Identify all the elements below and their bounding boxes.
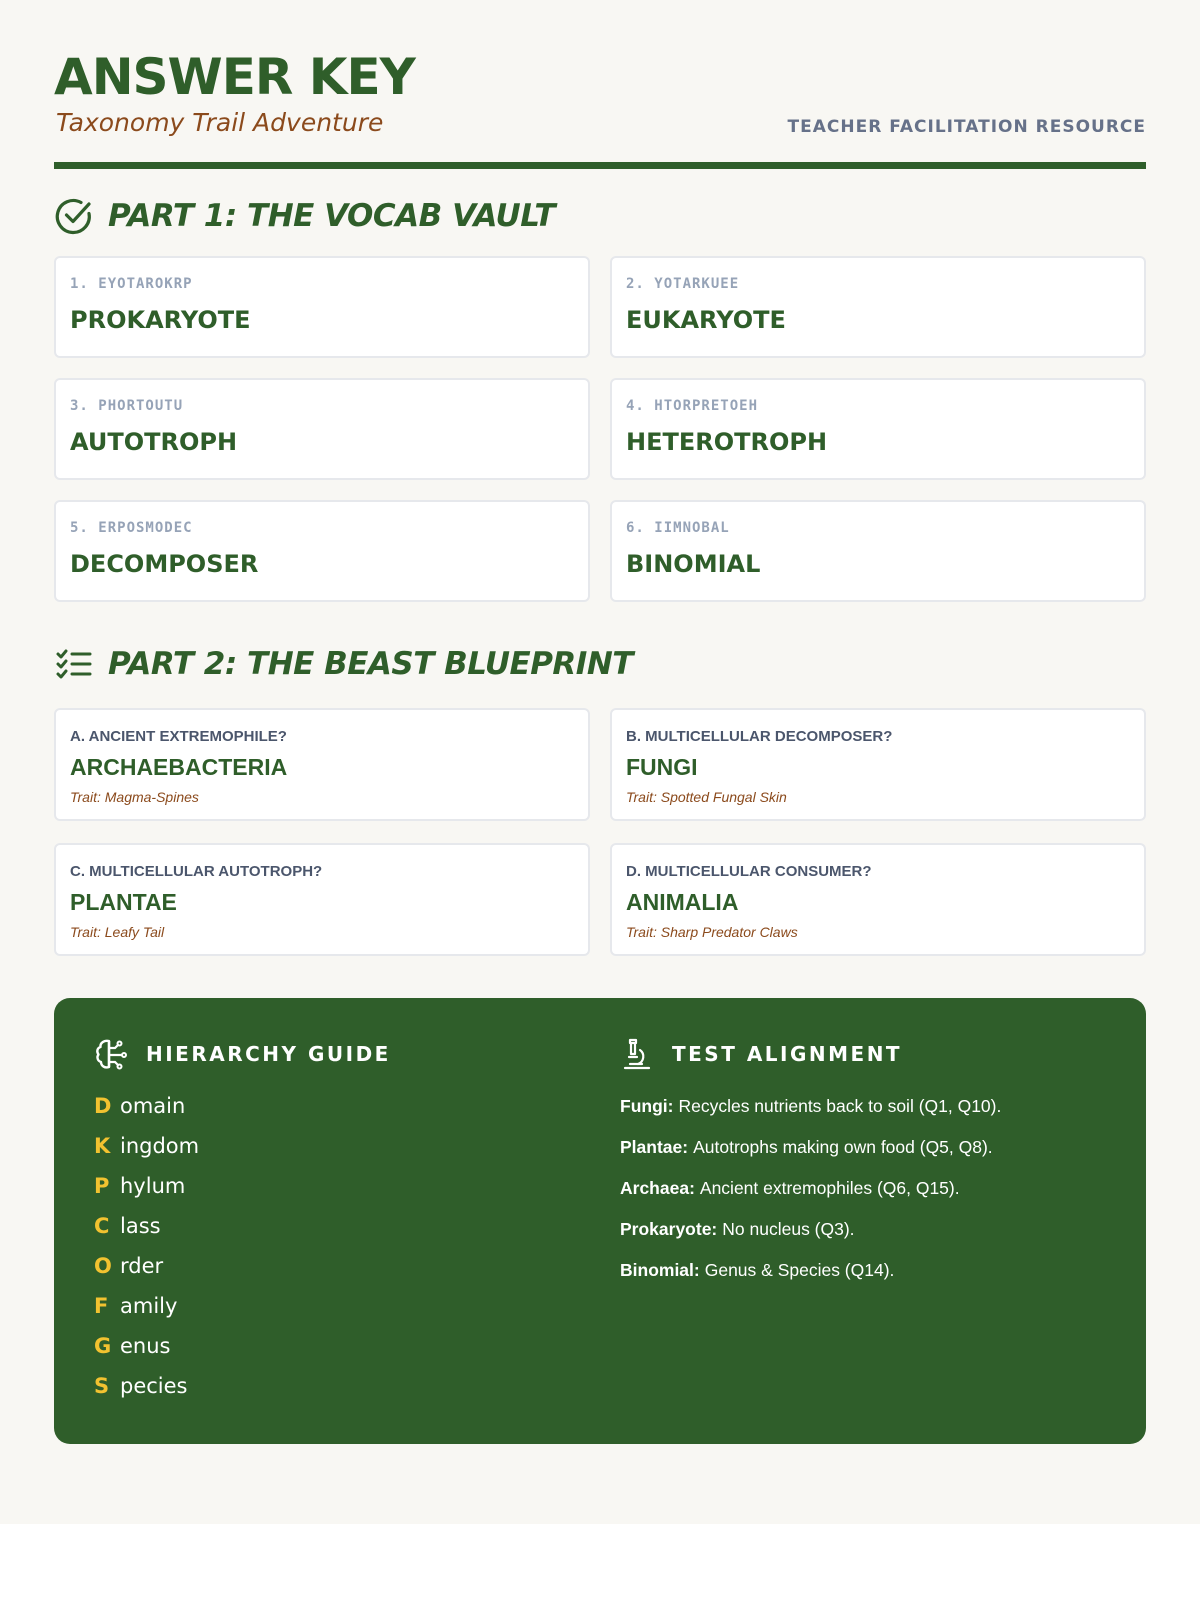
part1-header: [54, 194, 1146, 238]
alignment-title: TEST ALIGNMENT: [672, 1042, 903, 1066]
list-item: [94, 1086, 574, 1126]
beast-trait: Trait: Magma-Spines: [70, 789, 199, 805]
vocab-answer: DECOMPOSER: [70, 550, 259, 578]
vocab-scramble: 5. ERPOSMODEC: [70, 520, 193, 536]
hierarchy-rest: lass: [120, 1214, 161, 1238]
hierarchy-rest: amily: [120, 1294, 178, 1318]
vocab-answer: AUTOTROPH: [70, 428, 238, 456]
beast-answer: ARCHAEBACTERIA: [70, 754, 288, 780]
list-item: [94, 1126, 574, 1166]
beast-trait: Trait: Sharp Predator Claws: [626, 924, 798, 940]
vocab-answer: HETEROTROPH: [626, 428, 828, 456]
list-item: [620, 1209, 1120, 1250]
alignment-key: Plantae:: [620, 1137, 689, 1157]
hierarchy-letter: P: [94, 1174, 110, 1198]
alignment-key: Binomial:: [620, 1260, 700, 1280]
list-item: [94, 1246, 574, 1286]
list-item: [620, 1127, 1120, 1168]
alignment-key: Fungi:: [620, 1096, 674, 1116]
beast-question: C. MULTICELLULAR AUTOTROPH?: [70, 863, 323, 880]
part2-header: [54, 642, 1146, 686]
beast-question: B. MULTICELLULAR DECOMPOSER?: [626, 728, 893, 745]
hierarchy-title: HIERARCHY GUIDE: [146, 1042, 391, 1066]
alignment-header: [620, 1036, 1120, 1072]
vocab-card: [54, 500, 590, 602]
beast-answer: FUNGI: [626, 754, 698, 780]
hierarchy-letter: G: [94, 1334, 112, 1358]
test-alignment: [620, 1036, 1120, 1291]
beast-answer: ANIMALIA: [626, 889, 739, 915]
part1-title: PART 1: THE VOCAB VAULT: [108, 198, 555, 234]
alignment-text: Recycles nutrients back to soil (Q1, Q10).: [678, 1096, 1002, 1116]
beast-card: [54, 843, 590, 956]
hierarchy-letter: O: [94, 1254, 112, 1278]
vocab-card: [610, 256, 1146, 358]
alignment-text: Autotrophs making own food (Q5, Q8).: [693, 1137, 993, 1157]
hierarchy-letter: C: [94, 1214, 110, 1238]
alignment-key: Prokaryote:: [620, 1219, 718, 1239]
header: [54, 50, 1146, 169]
beast-grid: [54, 708, 1146, 956]
vocab-card: [610, 378, 1146, 480]
beast-answer: PLANTAE: [70, 889, 177, 915]
list-item: [94, 1366, 574, 1406]
beast-card: [610, 843, 1146, 956]
vocab-answer: BINOMIAL: [626, 550, 761, 578]
hierarchy-letter: S: [94, 1374, 110, 1398]
alignment-key: Archaea:: [620, 1178, 695, 1198]
alignment-text: Ancient extremophiles (Q6, Q15).: [699, 1178, 960, 1198]
reference-panel: [54, 998, 1146, 1444]
vocab-card: [54, 256, 590, 358]
vocab-scramble: 6. IIMNOBAL: [626, 520, 730, 536]
list-item: [94, 1206, 574, 1246]
microscope-icon: [620, 1037, 654, 1071]
page-title: ANSWER KEY: [54, 48, 415, 106]
hierarchy-letter: F: [94, 1294, 109, 1318]
hierarchy-list: [94, 1086, 574, 1406]
hierarchy-letter: K: [94, 1134, 111, 1158]
vocab-answer: EUKARYOTE: [626, 306, 786, 334]
hierarchy-letter: D: [94, 1094, 112, 1118]
hierarchy-header: [94, 1036, 574, 1072]
beast-card: [54, 708, 590, 821]
vocab-scramble: 2. YOTARKUEE: [626, 276, 740, 292]
alignment-list: [620, 1086, 1120, 1291]
vocab-card: [610, 500, 1146, 602]
beast-trait: Trait: Spotted Fungal Skin: [626, 789, 787, 805]
alignment-text: Genus & Species (Q14).: [704, 1260, 895, 1280]
vocab-scramble: 3. PHORTOUTU: [70, 398, 184, 414]
vocab-scramble: 1. EYOTAROKRP: [70, 276, 193, 292]
beast-question: D. MULTICELLULAR CONSUMER?: [626, 863, 872, 880]
vocab-card: [54, 378, 590, 480]
beast-trait: Trait: Leafy Tail: [70, 924, 165, 940]
list-item: [620, 1086, 1120, 1127]
hierarchy-rest: omain: [120, 1094, 186, 1118]
beast-card: [610, 708, 1146, 821]
beast-question: A. ANCIENT EXTREMOPHILE?: [70, 728, 287, 745]
hierarchy-rest: rder: [120, 1254, 164, 1278]
part2-title: PART 2: THE BEAST BLUEPRINT: [108, 646, 633, 682]
list-item: [94, 1326, 574, 1366]
hierarchy-rest: pecies: [120, 1374, 188, 1398]
page-subtitle: Taxonomy Trail Adventure: [56, 108, 384, 137]
hierarchy-rest: hylum: [120, 1174, 186, 1198]
list-item: [94, 1166, 574, 1206]
brain-icon: [94, 1037, 128, 1071]
vocab-answer: PROKARYOTE: [70, 306, 251, 334]
hierarchy-rest: ingdom: [120, 1134, 200, 1158]
list-item: [620, 1168, 1120, 1209]
list-item: [94, 1286, 574, 1326]
alignment-text: No nucleus (Q3).: [722, 1219, 855, 1239]
vocab-grid: [54, 256, 1146, 602]
list-item: [620, 1250, 1120, 1291]
resource-label: TEACHER FACILITATION RESOURCE: [787, 117, 1146, 137]
checklist-icon: [54, 644, 94, 684]
vocab-scramble: 4. HTORPRETOEH: [626, 398, 759, 414]
hierarchy-rest: enus: [120, 1334, 171, 1358]
check-circle-icon: [54, 196, 94, 236]
hierarchy-guide: [94, 1036, 574, 1406]
